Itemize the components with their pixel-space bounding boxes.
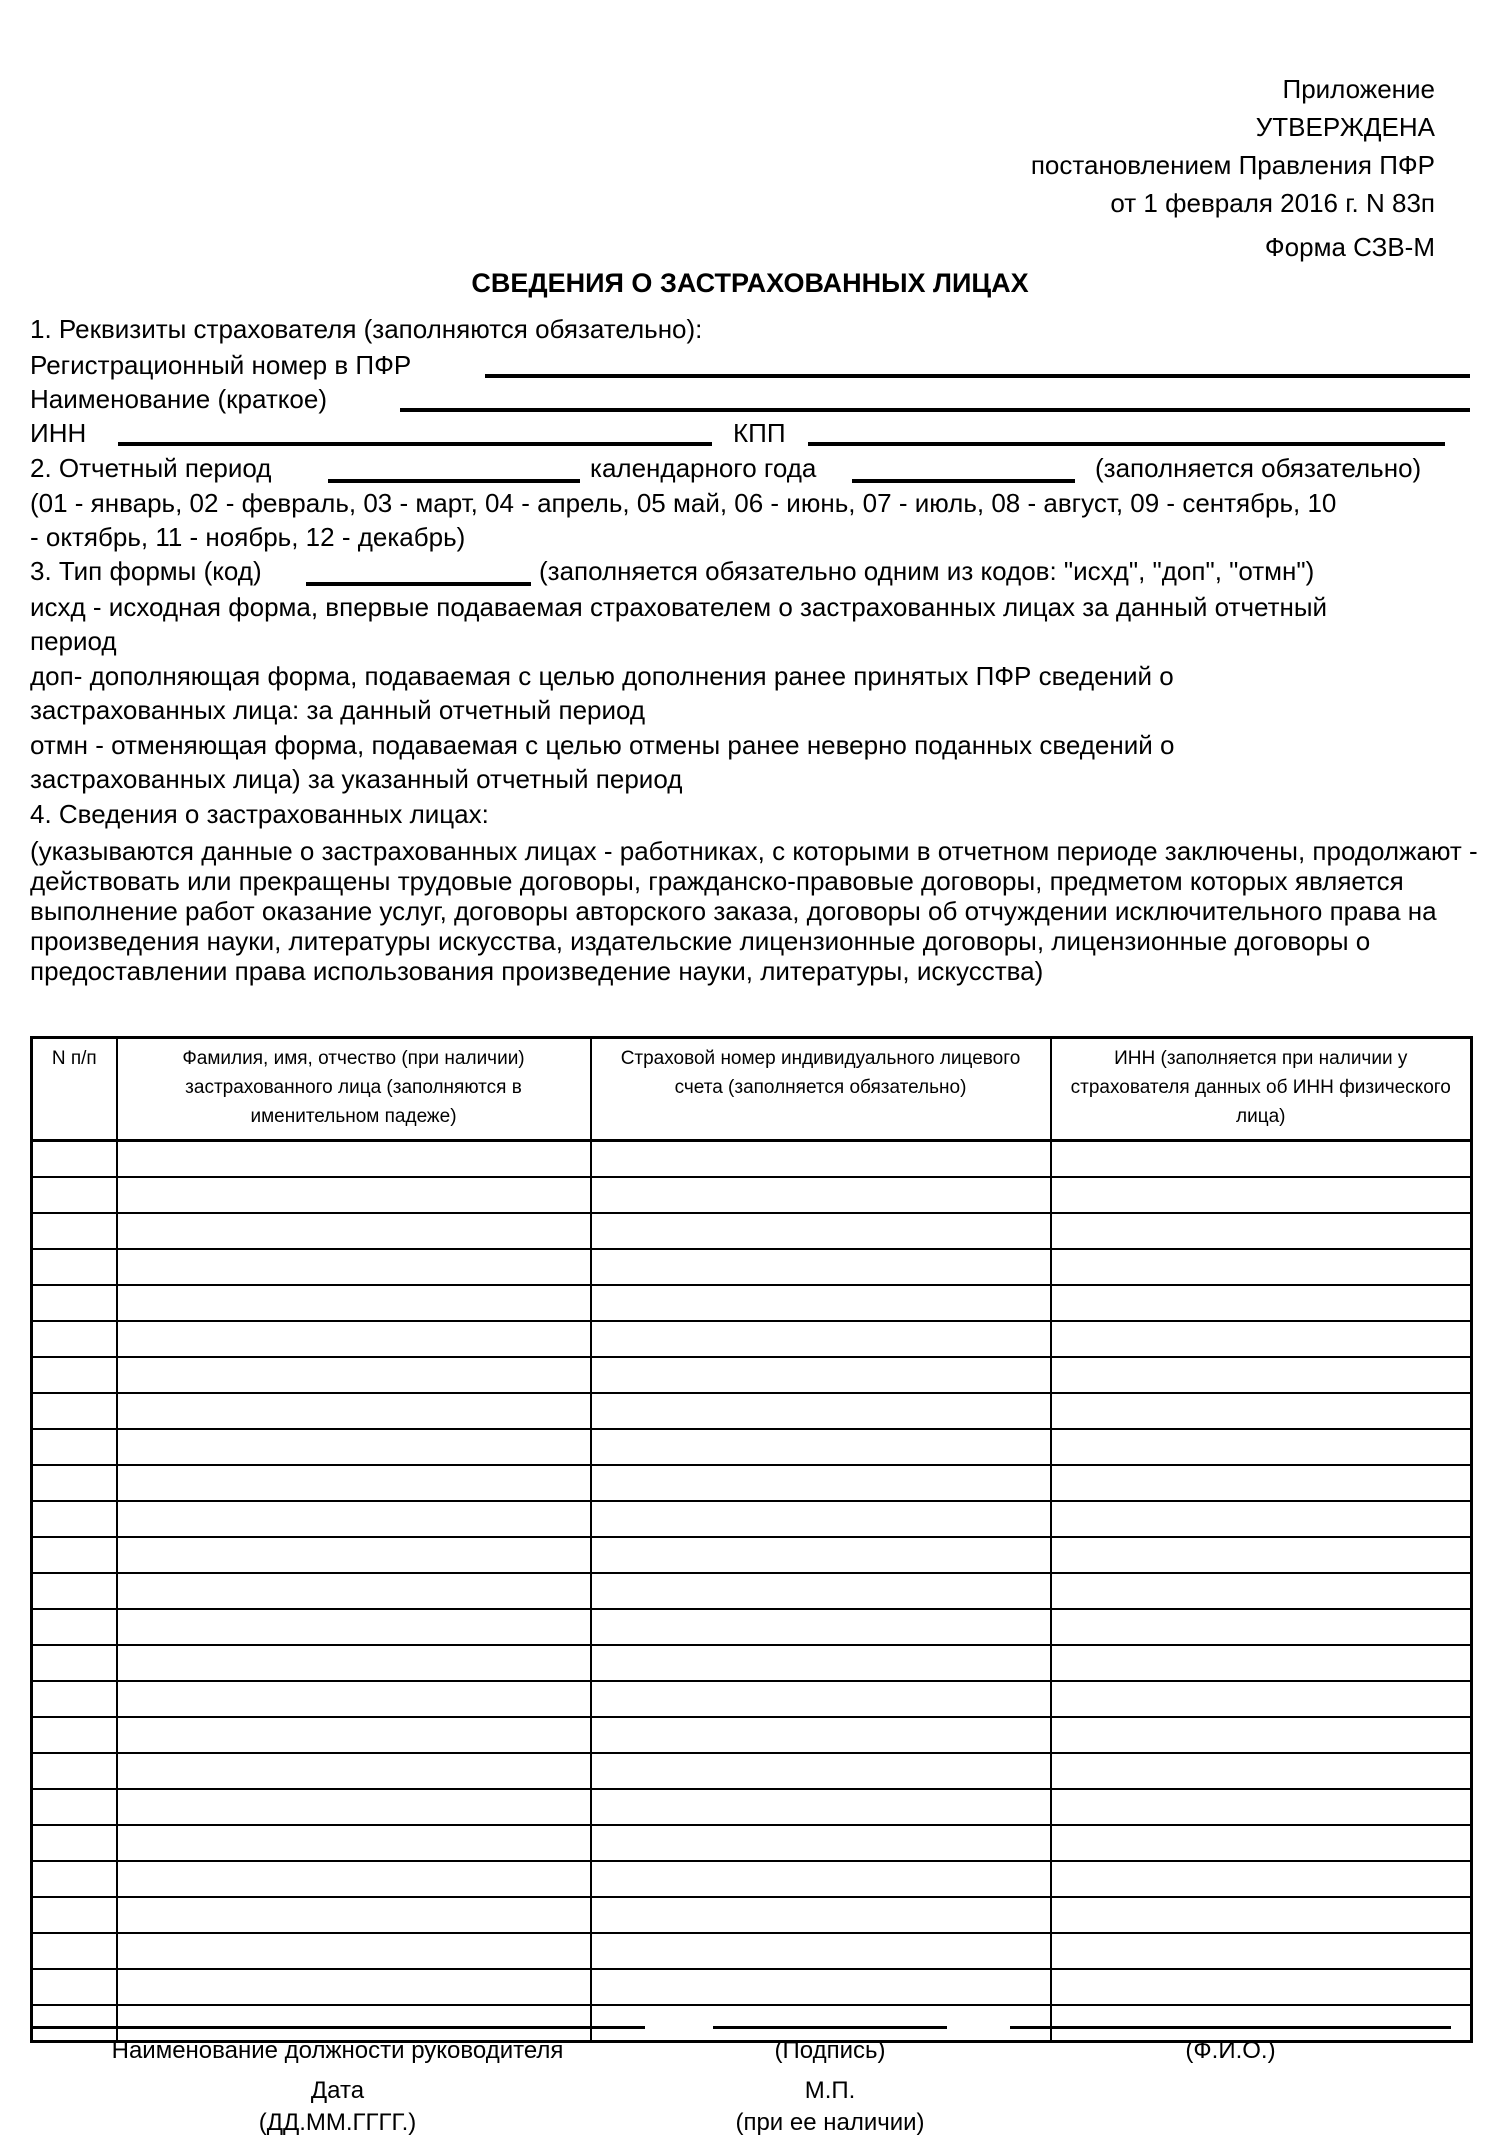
table-row	[32, 1321, 1472, 1357]
table-row	[32, 1753, 1472, 1789]
table-cell[interactable]	[1051, 1537, 1472, 1573]
table-cell[interactable]	[1051, 1825, 1472, 1861]
table-cell[interactable]	[32, 1573, 117, 1609]
table-cell[interactable]	[591, 1357, 1051, 1393]
calendar-year-field[interactable]	[852, 479, 1075, 483]
table-header	[32, 1038, 1472, 1141]
table-cell[interactable]	[591, 1681, 1051, 1717]
table-cell[interactable]	[117, 1573, 591, 1609]
form-type-description-line: период	[30, 626, 117, 656]
section4-heading: 4. Сведения о застрахованных лицах:	[30, 799, 489, 829]
table-cell[interactable]	[591, 1249, 1051, 1285]
table-cell[interactable]	[32, 1393, 117, 1429]
table-cell[interactable]	[1051, 1357, 1472, 1393]
table-cell[interactable]	[32, 1969, 117, 2005]
months-note-line: (01 - январь, 02 - февраль, 03 - март, 04 - апрель, 05 май, 06 - июнь, 07 - июль, 08 - август, 09 - сентябрь, 10	[30, 488, 1337, 518]
table-row	[32, 1861, 1472, 1897]
inn-label: ИНН	[30, 418, 87, 448]
table-cell[interactable]	[117, 1393, 591, 1429]
table-cell[interactable]	[117, 1249, 591, 1285]
table-cell[interactable]	[1051, 1897, 1472, 1933]
table-cell[interactable]	[32, 1681, 117, 1717]
table-cell[interactable]	[1051, 1465, 1472, 1501]
table-cell[interactable]	[591, 1717, 1051, 1753]
mp-label: М.П.	[804, 2077, 856, 2104]
form-code-label: Форма СЗВ-М	[1264, 232, 1435, 262]
form-type-label: 3. Тип формы (код)	[30, 556, 262, 586]
table-row	[32, 1933, 1472, 1969]
approval-line-utverzhdena: УТВЕРЖДЕНА	[1255, 112, 1435, 142]
column-header-inn: ИНН (заполняется при наличии у страхователя данных об ИНН физического лица)	[1051, 1038, 1472, 1141]
table-cell[interactable]	[591, 1393, 1051, 1429]
table-cell[interactable]	[117, 1213, 591, 1249]
table-cell[interactable]	[117, 1465, 591, 1501]
form-type-description-line: застрахованных лица) за указанный отчетный период	[30, 764, 683, 794]
table-cell[interactable]	[1051, 1717, 1472, 1753]
page-title: СВЕДЕНИЯ О ЗАСТРАХОВАННЫХ ЛИЦАХ	[471, 268, 1029, 298]
table-cell[interactable]	[591, 1465, 1051, 1501]
table-cell[interactable]	[32, 1537, 117, 1573]
section4-note-line: предоставлении права использования произведение науки, литературы, искусства)	[30, 956, 1044, 986]
section4-note-line: (указываются данные о застрахованных лицах - работниках, с которыми в отчетном периоде заключены, продолжают -	[30, 836, 1478, 866]
table-cell[interactable]	[591, 1825, 1051, 1861]
section4-note-line: действовать или прекращены трудовые договоры, гражданско-правовые договоры, предметом которых является	[30, 866, 1404, 896]
table-cell[interactable]	[32, 1501, 117, 1537]
table-row	[32, 1681, 1472, 1717]
section4-note-line: выполнение работ оказание услуг, договоры авторского заказа, договоры об отчуждении исключительного права на	[30, 896, 1437, 926]
table-row	[32, 1717, 1472, 1753]
table-row	[32, 1465, 1472, 1501]
signature-label: (Подпись)	[774, 2037, 886, 2064]
table-row	[32, 1537, 1472, 1573]
calendar-year-label: календарного года	[590, 453, 817, 483]
table-row	[32, 1429, 1472, 1465]
inn-field[interactable]	[118, 442, 712, 446]
table-cell[interactable]	[32, 1429, 117, 1465]
table-cell[interactable]	[32, 1213, 117, 1249]
table-row	[32, 1825, 1472, 1861]
table-cell[interactable]	[32, 1789, 117, 1825]
table-cell[interactable]	[591, 1501, 1051, 1537]
table-cell[interactable]	[32, 1321, 117, 1357]
kpp-field[interactable]	[808, 442, 1445, 446]
table-cell[interactable]	[32, 1141, 117, 1178]
table-row	[32, 1609, 1472, 1645]
table-cell[interactable]	[1051, 1573, 1472, 1609]
table-cell[interactable]	[117, 1609, 591, 1645]
table-cell[interactable]	[32, 1609, 117, 1645]
insured-persons-table	[30, 1036, 1473, 2043]
table-cell[interactable]	[1051, 1285, 1472, 1321]
approval-line-date-number: от 1 февраля 2016 г. N 83п	[1110, 188, 1435, 218]
table-row	[32, 1177, 1472, 1213]
table-cell[interactable]	[117, 1753, 591, 1789]
table-cell[interactable]	[1051, 1429, 1472, 1465]
table-cell[interactable]	[1051, 1501, 1472, 1537]
table-cell[interactable]	[117, 1177, 591, 1213]
table-cell[interactable]	[591, 1177, 1051, 1213]
position-label: Наименование должности руководителя	[111, 2037, 564, 2064]
table-cell[interactable]	[117, 1969, 591, 2005]
table-cell[interactable]	[32, 1357, 117, 1393]
form-type-description-line: отмн - отменяющая форма, подаваемая с целью отмены ранее неверно поданных сведений о	[30, 730, 1175, 760]
reporting-period-field[interactable]	[328, 479, 580, 483]
table-cell[interactable]	[591, 1753, 1051, 1789]
table-row	[32, 1969, 1472, 2005]
table-row	[32, 1393, 1472, 1429]
section4-note-line: произведения науки, литературы искусства, издательские лицензионные договоры, лицензионные договоры о	[30, 926, 1371, 956]
table-cell[interactable]	[117, 1897, 591, 1933]
table-cell[interactable]	[1051, 1753, 1472, 1789]
position-signature-line[interactable]	[30, 2026, 645, 2029]
table-row	[32, 1789, 1472, 1825]
table-cell[interactable]	[591, 1861, 1051, 1897]
table-cell[interactable]	[117, 1501, 591, 1537]
table-row	[32, 1213, 1472, 1249]
table-cell[interactable]	[32, 1933, 117, 1969]
form-type-description-line: доп- дополняющая форма, подаваемая с целью дополнения ранее принятых ПФР сведений о	[30, 661, 1174, 691]
table-cell[interactable]	[32, 1249, 117, 1285]
form-type-description-line: застрахованных лица: за данный отчетный период	[30, 695, 646, 725]
table-cell[interactable]	[591, 1933, 1051, 1969]
table-cell[interactable]	[1051, 1393, 1472, 1429]
table-cell[interactable]	[117, 1861, 591, 1897]
table-cell[interactable]	[117, 1825, 591, 1861]
form-type-note: (заполняется обязательно одним из кодов: "исхд", "доп", "отмн")	[539, 556, 1315, 586]
mp-note: (при ее наличии)	[735, 2109, 925, 2136]
months-note-line: - октябрь, 11 - ноябрь, 12 - декабрь)	[30, 522, 466, 552]
table-cell[interactable]	[591, 1285, 1051, 1321]
table-row	[32, 1141, 1472, 1178]
approval-line-postanovlenie: постановлением Правления ПФР	[1030, 150, 1435, 180]
table-cell[interactable]	[32, 1897, 117, 1933]
table-cell[interactable]	[591, 1573, 1051, 1609]
table-cell[interactable]	[591, 1213, 1051, 1249]
table-cell[interactable]	[591, 1321, 1051, 1357]
table-cell[interactable]	[1051, 1681, 1472, 1717]
table-cell[interactable]	[32, 1861, 117, 1897]
table-cell[interactable]	[117, 1789, 591, 1825]
table-cell[interactable]	[117, 1357, 591, 1393]
reg-number-field[interactable]	[485, 374, 1470, 378]
date-format-label: (ДД.ММ.ГГГГ.)	[258, 2109, 417, 2136]
section2-required-note: (заполняется обязательно)	[1095, 453, 1422, 483]
table-cell[interactable]	[32, 1285, 117, 1321]
table-cell[interactable]	[32, 1717, 117, 1753]
reporting-period-label: 2. Отчетный период	[30, 453, 272, 483]
table-cell[interactable]	[1051, 1249, 1472, 1285]
table-row	[32, 1249, 1472, 1285]
table-cell[interactable]	[591, 1537, 1051, 1573]
table-row	[32, 1285, 1472, 1321]
table-cell[interactable]	[32, 1753, 117, 1789]
table-cell[interactable]	[32, 1177, 117, 1213]
table-cell[interactable]	[1051, 1141, 1472, 1178]
table-cell[interactable]	[1051, 1789, 1472, 1825]
table-row	[32, 1897, 1472, 1933]
fio-label: (Ф.И.О.)	[1185, 2037, 1276, 2064]
table-cell[interactable]	[591, 1897, 1051, 1933]
form-type-description-line: исхд - исходная форма, впервые подаваемая страхователем о застрахованных лицах за данный отчетный	[30, 592, 1328, 622]
short-name-label: Наименование (краткое)	[30, 384, 327, 414]
reg-number-label: Регистрационный номер в ПФР	[30, 350, 412, 380]
table-cell[interactable]	[1051, 1177, 1472, 1213]
table-cell[interactable]	[1051, 1645, 1472, 1681]
table-cell[interactable]	[591, 1789, 1051, 1825]
table-cell[interactable]	[117, 1285, 591, 1321]
short-name-field[interactable]	[400, 408, 1470, 412]
signature-line[interactable]	[713, 2026, 947, 2029]
table-row	[32, 1645, 1472, 1681]
table-cell[interactable]	[117, 1933, 591, 1969]
table-cell[interactable]	[1051, 1969, 1472, 2005]
column-header-npp: N п/п	[32, 1038, 117, 1141]
date-label: Дата	[310, 2077, 365, 2104]
table-body	[32, 1141, 1472, 2042]
table-row	[32, 1357, 1472, 1393]
table-cell[interactable]	[591, 1969, 1051, 2005]
table-cell[interactable]	[117, 1537, 591, 1573]
table-cell[interactable]	[117, 1681, 591, 1717]
table-cell[interactable]	[117, 1645, 591, 1681]
fio-signature-line[interactable]	[1010, 2026, 1451, 2029]
table-cell[interactable]	[1051, 1861, 1472, 1897]
table-cell[interactable]	[591, 1645, 1051, 1681]
table-cell[interactable]	[32, 1825, 117, 1861]
table-cell[interactable]	[1051, 1933, 1472, 1969]
table-row	[32, 1573, 1472, 1609]
table-cell[interactable]	[591, 1429, 1051, 1465]
table-cell[interactable]	[591, 1141, 1051, 1178]
column-header-snils: Страховой номер индивидуального лицевого счета (заполняется обязательно)	[591, 1038, 1051, 1141]
table-cell[interactable]	[117, 1429, 591, 1465]
table-cell[interactable]	[117, 1717, 591, 1753]
table-cell[interactable]	[591, 1609, 1051, 1645]
table-cell[interactable]	[117, 1321, 591, 1357]
approval-line-prilozhenie: Приложение	[1282, 74, 1435, 104]
form-type-field[interactable]	[306, 582, 531, 586]
table-cell[interactable]	[117, 1141, 591, 1178]
table-cell[interactable]	[32, 1465, 117, 1501]
table-row	[32, 1501, 1472, 1537]
section1-heading: 1. Реквизиты страхователя (заполняются обязательно):	[30, 314, 703, 344]
table-cell[interactable]	[1051, 1609, 1472, 1645]
kpp-label: КПП	[733, 418, 786, 448]
table-cell[interactable]	[32, 1645, 117, 1681]
table-cell[interactable]	[1051, 1321, 1472, 1357]
column-header-fio: Фамилия, имя, отчество (при наличии) застрахованного лица (заполняются в именительном падеже)	[117, 1038, 591, 1141]
table-cell[interactable]	[1051, 1213, 1472, 1249]
